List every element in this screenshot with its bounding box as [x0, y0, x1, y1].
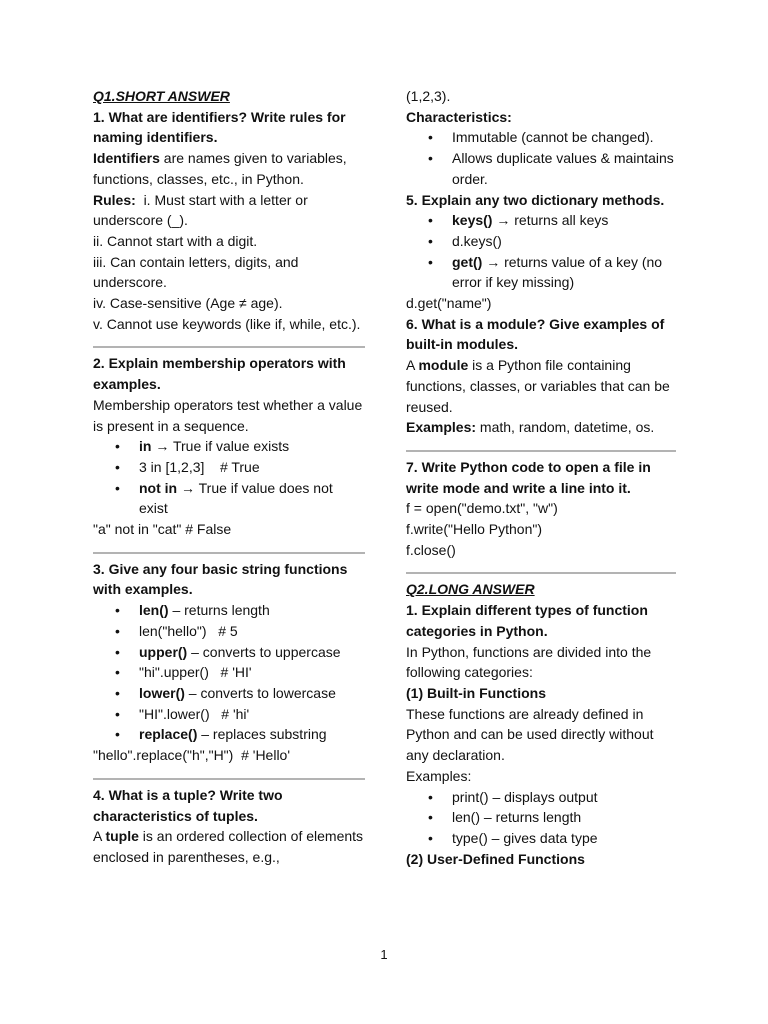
q2-b3-term: not in	[139, 479, 178, 496]
list-item	[139, 457, 365, 478]
q4-def-text: is an ordered collection of elements enclosed in parentheses, e.g.,	[93, 828, 364, 865]
list-item	[139, 600, 365, 621]
q3-b6-text: "HI".lower() # 'hi'	[139, 705, 250, 722]
q4-def-prefix: A	[93, 828, 106, 845]
q3-b4-text: "hi".upper() # 'HI'	[139, 664, 252, 681]
q5-b3-term: get()	[452, 253, 483, 270]
long-b3-text: type() – gives data type	[452, 829, 598, 846]
q1-rule-4: iv. Case-sensitive (Age ≠ age).	[93, 295, 283, 312]
q3-b1-text: – returns length	[168, 602, 270, 619]
q7-question: 7. Write Python code to open a file in write mode and write a line into it.	[406, 458, 651, 496]
list-item	[139, 662, 365, 683]
q6-examples	[406, 417, 676, 438]
list-item	[139, 642, 365, 663]
q4-example: (1,2,3).	[406, 88, 451, 104]
q1-rule-2: ii. Cannot start with a digit.	[93, 232, 258, 249]
q4-def-term: tuple	[105, 828, 139, 845]
q2-bullet-list	[93, 436, 365, 519]
q2-b2-text: 3 in [1,2,3] # True	[139, 458, 260, 475]
q4-bullet-list	[406, 127, 676, 189]
q4-b1-text: Immutable (cannot be changed).	[452, 129, 654, 146]
q1-definition	[93, 148, 365, 189]
divider	[93, 778, 365, 780]
long-q1-sub1-text: These functions are already defined in Python and can be used directly without any declaration.	[406, 705, 654, 764]
q5-bullet-list	[406, 210, 676, 293]
q2-example: "a" not in "cat" # False	[93, 521, 232, 538]
q3-b7-text: – replaces substring	[197, 726, 327, 743]
q2-b3-text: → True if value does not exist	[139, 479, 333, 517]
list-item	[139, 436, 365, 457]
divider	[406, 450, 676, 452]
q5-question: 5. Explain any two dictionary methods.	[406, 191, 665, 208]
q7-code-line-3: f.close()	[406, 541, 456, 558]
right-column	[406, 86, 676, 869]
q3-b7-term: replace()	[139, 726, 198, 743]
q3-question: 3. Give any four basic string functions with examples.	[93, 560, 348, 598]
q6-examples-text: math, random, datetime, os.	[476, 419, 655, 436]
q3-example: "hello".replace("h","H") # 'Hello'	[93, 747, 291, 764]
divider	[406, 572, 676, 574]
list-item	[452, 231, 676, 252]
q3-b5-term: lower()	[139, 684, 185, 701]
list-item	[452, 210, 676, 231]
left-column	[93, 86, 365, 868]
list-item	[139, 683, 365, 704]
long-q1-intro: In Python, functions are divided into the following categories:	[406, 643, 652, 681]
q1-rule-1-text: i. Must start with a letter or underscore (_).	[93, 191, 312, 229]
list-item	[139, 478, 365, 519]
q4-b2-text: Allows duplicate values & maintains order.	[452, 150, 674, 187]
long-b2-text: len() – returns length	[452, 809, 582, 826]
q6-definition	[406, 355, 676, 417]
list-item	[139, 724, 365, 745]
q6-question: 6. What is a module? Give examples of built-in modules.	[406, 315, 665, 353]
divider	[93, 346, 365, 348]
long-b1-text: print() – displays output	[452, 788, 598, 805]
q6-examples-label: Examples:	[406, 419, 477, 436]
q6-def-term: module	[418, 357, 469, 374]
q3-b2-text: len("hello") # 5	[139, 622, 238, 639]
q3-b1-term: len()	[139, 602, 169, 619]
q6-def-prefix: A	[406, 357, 419, 374]
list-item	[452, 127, 676, 148]
long-q1-examples-label: Examples:	[406, 767, 472, 784]
q6-def-text: is a Python file containing functions, classes, or variables that can be reused.	[406, 357, 670, 415]
long-q1-sub1: (1) Built-in Functions	[406, 684, 546, 701]
list-item	[452, 828, 676, 849]
q1-rule-3: iii. Can contain letters, digits, and underscore.	[93, 253, 299, 291]
list-item	[452, 787, 676, 808]
long-q1-sub2: (2) User-Defined Functions	[406, 850, 585, 867]
page-number: 1	[380, 947, 388, 962]
list-item	[452, 148, 676, 189]
q2-b1-text: → True if value exists	[151, 438, 290, 455]
q3-b5-text: – converts to lowercase	[184, 684, 336, 701]
list-item	[452, 807, 676, 828]
q5-b1-term: keys()	[452, 212, 493, 229]
list-item	[139, 621, 365, 642]
q2-b1-term: in	[139, 438, 152, 455]
q1-rule-5: v. Cannot use keywords (like if, while, etc.).	[93, 315, 361, 332]
q5-b2-text: d.keys()	[452, 232, 502, 249]
long-q1-bullet-list	[406, 787, 676, 849]
q3-bullet-list	[93, 600, 365, 745]
q2-question: 2. Explain membership operators with examples.	[93, 355, 346, 393]
q4-characteristics-label: Characteristics:	[406, 108, 512, 125]
section-title-long-answer: Q2.LONG ANSWER	[406, 581, 535, 598]
q7-code-line-1: f = open("demo.txt", "w")	[406, 500, 558, 517]
q5-b3-text: → returns value of a key (no error if key missing)	[452, 253, 663, 291]
section-title-short-answer: Q1.SHORT ANSWER	[93, 88, 230, 104]
q7-code-line-2: f.write("Hello Python")	[406, 521, 542, 538]
q5-b1-text: → returns all keys	[492, 212, 609, 229]
list-item	[452, 252, 676, 293]
q1-question: 1. What are identifiers? Write rules for naming identifiers.	[93, 108, 346, 146]
q1-rules-label: Rules:	[93, 191, 136, 208]
q5-example: d.get("name")	[406, 295, 492, 312]
q1-def-text: are names given to variables, functions, classes, etc., in Python.	[93, 150, 347, 187]
divider	[93, 552, 365, 554]
q2-intro: Membership operators test whether a value is present in a sequence.	[93, 396, 363, 434]
q3-b3-text: – converts to uppercase	[187, 643, 341, 660]
q4-question: 4. What is a tuple? Write two characteristics of tuples.	[93, 786, 283, 824]
q1-rule-1	[93, 190, 365, 231]
q1-def-term: Identifiers	[93, 150, 160, 167]
list-item	[139, 704, 365, 725]
q3-b3-term: upper()	[139, 643, 188, 660]
q4-definition	[93, 826, 365, 867]
long-q1-question: 1. Explain different types of function categories in Python.	[406, 602, 648, 639]
